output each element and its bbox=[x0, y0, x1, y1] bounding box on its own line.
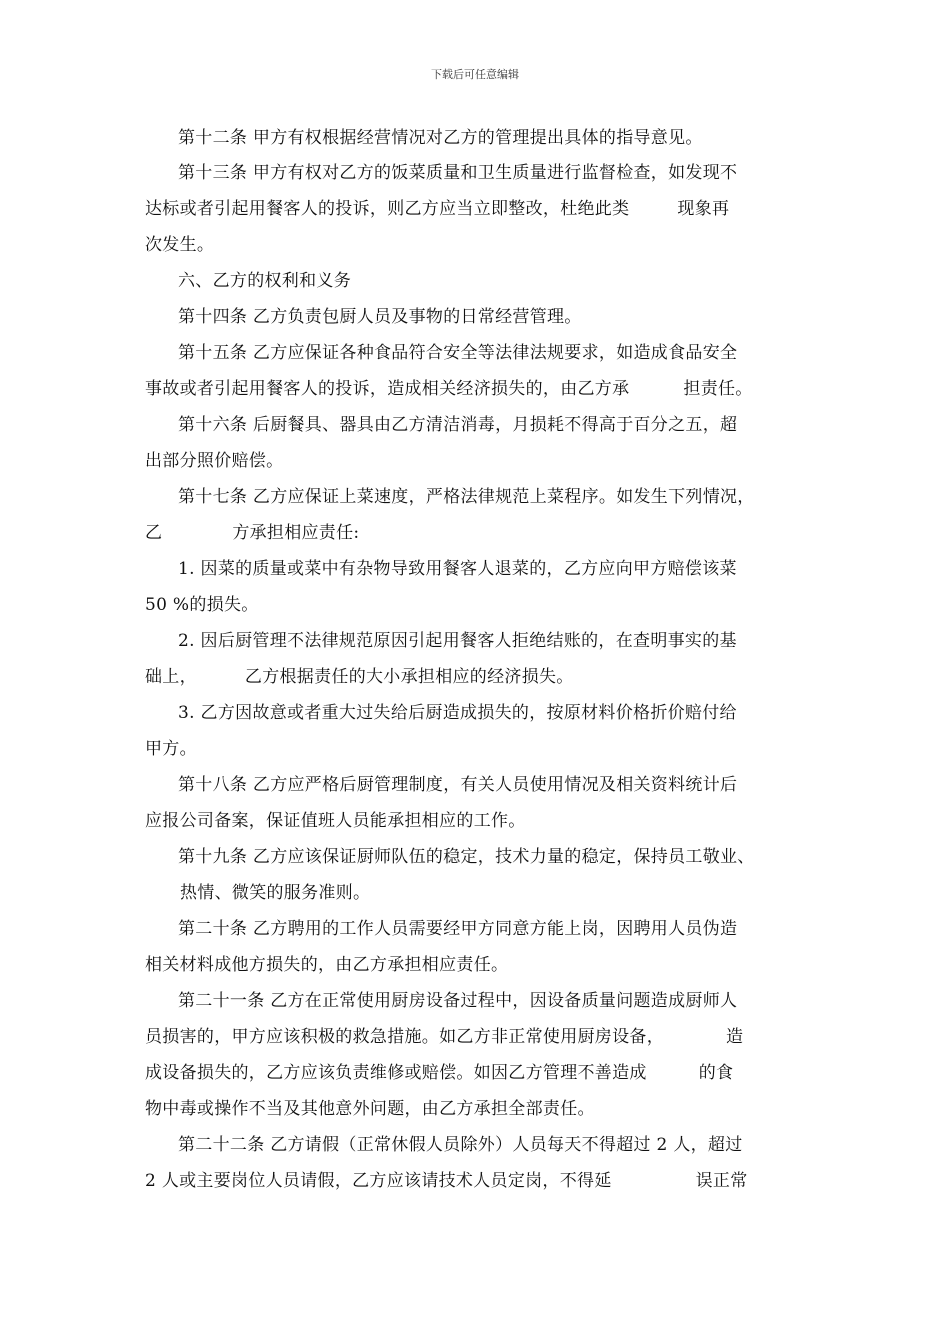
text-segment: 第十八条 乙方应严格后厨管理制度，有关人员使用情况及相关资料统计后 bbox=[178, 775, 738, 795]
text-line bbox=[145, 811, 526, 831]
text-segment: 造 bbox=[726, 1027, 744, 1047]
text-segment: 担责任。 bbox=[683, 379, 753, 399]
text-line bbox=[180, 883, 370, 903]
text-line bbox=[145, 379, 753, 399]
text-segment: 事故或者引起用餐客人的投诉，造成相关经济损失的，由乙方承 bbox=[145, 379, 630, 399]
text-line bbox=[178, 163, 737, 183]
text-line bbox=[178, 703, 737, 723]
text-segment: 础上， bbox=[145, 667, 197, 687]
text-line bbox=[178, 919, 737, 939]
text-line bbox=[178, 631, 737, 651]
text-segment: 成设备损失的，乙方应该负责维修或赔偿。如因乙方管理不善造成 bbox=[145, 1063, 647, 1083]
text-line bbox=[178, 559, 737, 579]
text-segment: 第二十二条 乙方请假（正常休假人员除外）人员每天不得超过 2 人，超过 bbox=[178, 1135, 743, 1155]
text-segment: 的食 bbox=[698, 1063, 734, 1083]
text-line bbox=[145, 1063, 733, 1083]
page-header: 下载后可任意编辑 bbox=[431, 68, 519, 81]
text-segment: 应报公司备案，保证值班人员能承担相应的工作。 bbox=[145, 811, 526, 831]
text-line bbox=[178, 343, 737, 363]
text-line bbox=[145, 667, 574, 687]
text-segment: 第十四条 乙方负责包厨人员及事物的日常经营管理。 bbox=[178, 307, 582, 327]
text-segment: 第二十条 乙方聘用的工作人员需要经甲方同意方能上岗，因聘用人员伪造 bbox=[178, 919, 738, 939]
text-segment: 误正常 bbox=[695, 1171, 748, 1191]
text-segment: 1. 因菜的质量或菜中有杂物导致用餐客人退菜的，乙方应向甲方赔偿该菜 bbox=[178, 559, 737, 579]
text-line bbox=[178, 775, 737, 795]
text-segment: 达标或者引起用餐客人的投诉，则乙方应当立即整改，杜绝此类 bbox=[145, 199, 630, 219]
text-line bbox=[145, 739, 197, 759]
text-line bbox=[178, 271, 351, 291]
text-segment: 第十二条 甲方有权根据经营情况对乙方的管理提出具体的指导意见。 bbox=[178, 128, 703, 148]
text-line bbox=[145, 235, 214, 255]
text-segment: 现象再 bbox=[677, 199, 730, 219]
text-line bbox=[145, 1027, 743, 1047]
text-line bbox=[178, 415, 737, 435]
text-segment: 第十三条 甲方有权对乙方的饭菜质量和卫生质量进行监督检查，如发现不 bbox=[178, 163, 738, 183]
text-segment: 物中毒或操作不当及其他意外问题，由乙方承担全部责任。 bbox=[145, 1099, 595, 1119]
text-line bbox=[178, 847, 755, 867]
text-segment: 甲方。 bbox=[145, 739, 197, 759]
text-segment: 热情、微笑的服务准则。 bbox=[180, 883, 371, 903]
text-line bbox=[178, 307, 582, 327]
text-segment: 相关材料成他方损失的，由乙方承担相应责任。 bbox=[145, 955, 509, 975]
text-segment: 第十七条 乙方应保证上菜速度，严格法律规范上菜程序。如发生下列情况， bbox=[178, 487, 755, 507]
text-segment: 第十六条 后厨餐具、器具由乙方清洁消毒，月损耗不得高于百分之五，超 bbox=[178, 415, 738, 435]
text-segment: 3. 乙方因故意或者重大过失给后厨造成损失的，按原材料价格折价赔付给 bbox=[178, 703, 737, 723]
text-line bbox=[145, 199, 729, 219]
text-segment: 六、乙方的权利和义务 bbox=[178, 271, 351, 291]
text-line bbox=[178, 487, 755, 507]
text-segment: 2 人或主要岗位人员请假，乙方应该请技术人员定岗，不得延 bbox=[145, 1171, 612, 1191]
text-line bbox=[178, 1135, 743, 1155]
text-line bbox=[145, 451, 283, 471]
text-segment: 出部分照价赔偿。 bbox=[145, 451, 284, 471]
text-segment: 第十九条 乙方应该保证厨师队伍的稳定，技术力量的稳定，保持员工敬业、 bbox=[178, 847, 755, 867]
text-segment: 乙 bbox=[145, 523, 163, 543]
text-line bbox=[145, 955, 508, 975]
text-segment: 方承担相应责任: bbox=[232, 523, 360, 543]
text-segment: 第二十一条 乙方在正常使用厨房设备过程中，因设备质量问题造成厨师人 bbox=[178, 991, 738, 1011]
text-line bbox=[145, 523, 359, 543]
text-line bbox=[145, 1099, 595, 1119]
text-segment: 员损害的，甲方应该积极的救急措施。如乙方非正常使用厨房设备， bbox=[145, 1027, 664, 1047]
text-line bbox=[145, 595, 259, 615]
text-segment: 乙方根据责任的大小承担相应的经济损失。 bbox=[244, 667, 574, 687]
text-segment: 2. 因后厨管理不法律规范原因引起用餐客人拒绝结账的，在查明事实的基 bbox=[178, 631, 737, 651]
text-segment: 50 %的损失。 bbox=[145, 595, 259, 615]
text-segment: 次发生。 bbox=[145, 235, 215, 255]
text-line bbox=[178, 128, 703, 148]
text-line bbox=[145, 1171, 748, 1191]
text-line bbox=[178, 991, 737, 1011]
text-segment: 第十五条 乙方应保证各种食品符合安全等法律法规要求，如造成食品安全 bbox=[178, 343, 738, 363]
